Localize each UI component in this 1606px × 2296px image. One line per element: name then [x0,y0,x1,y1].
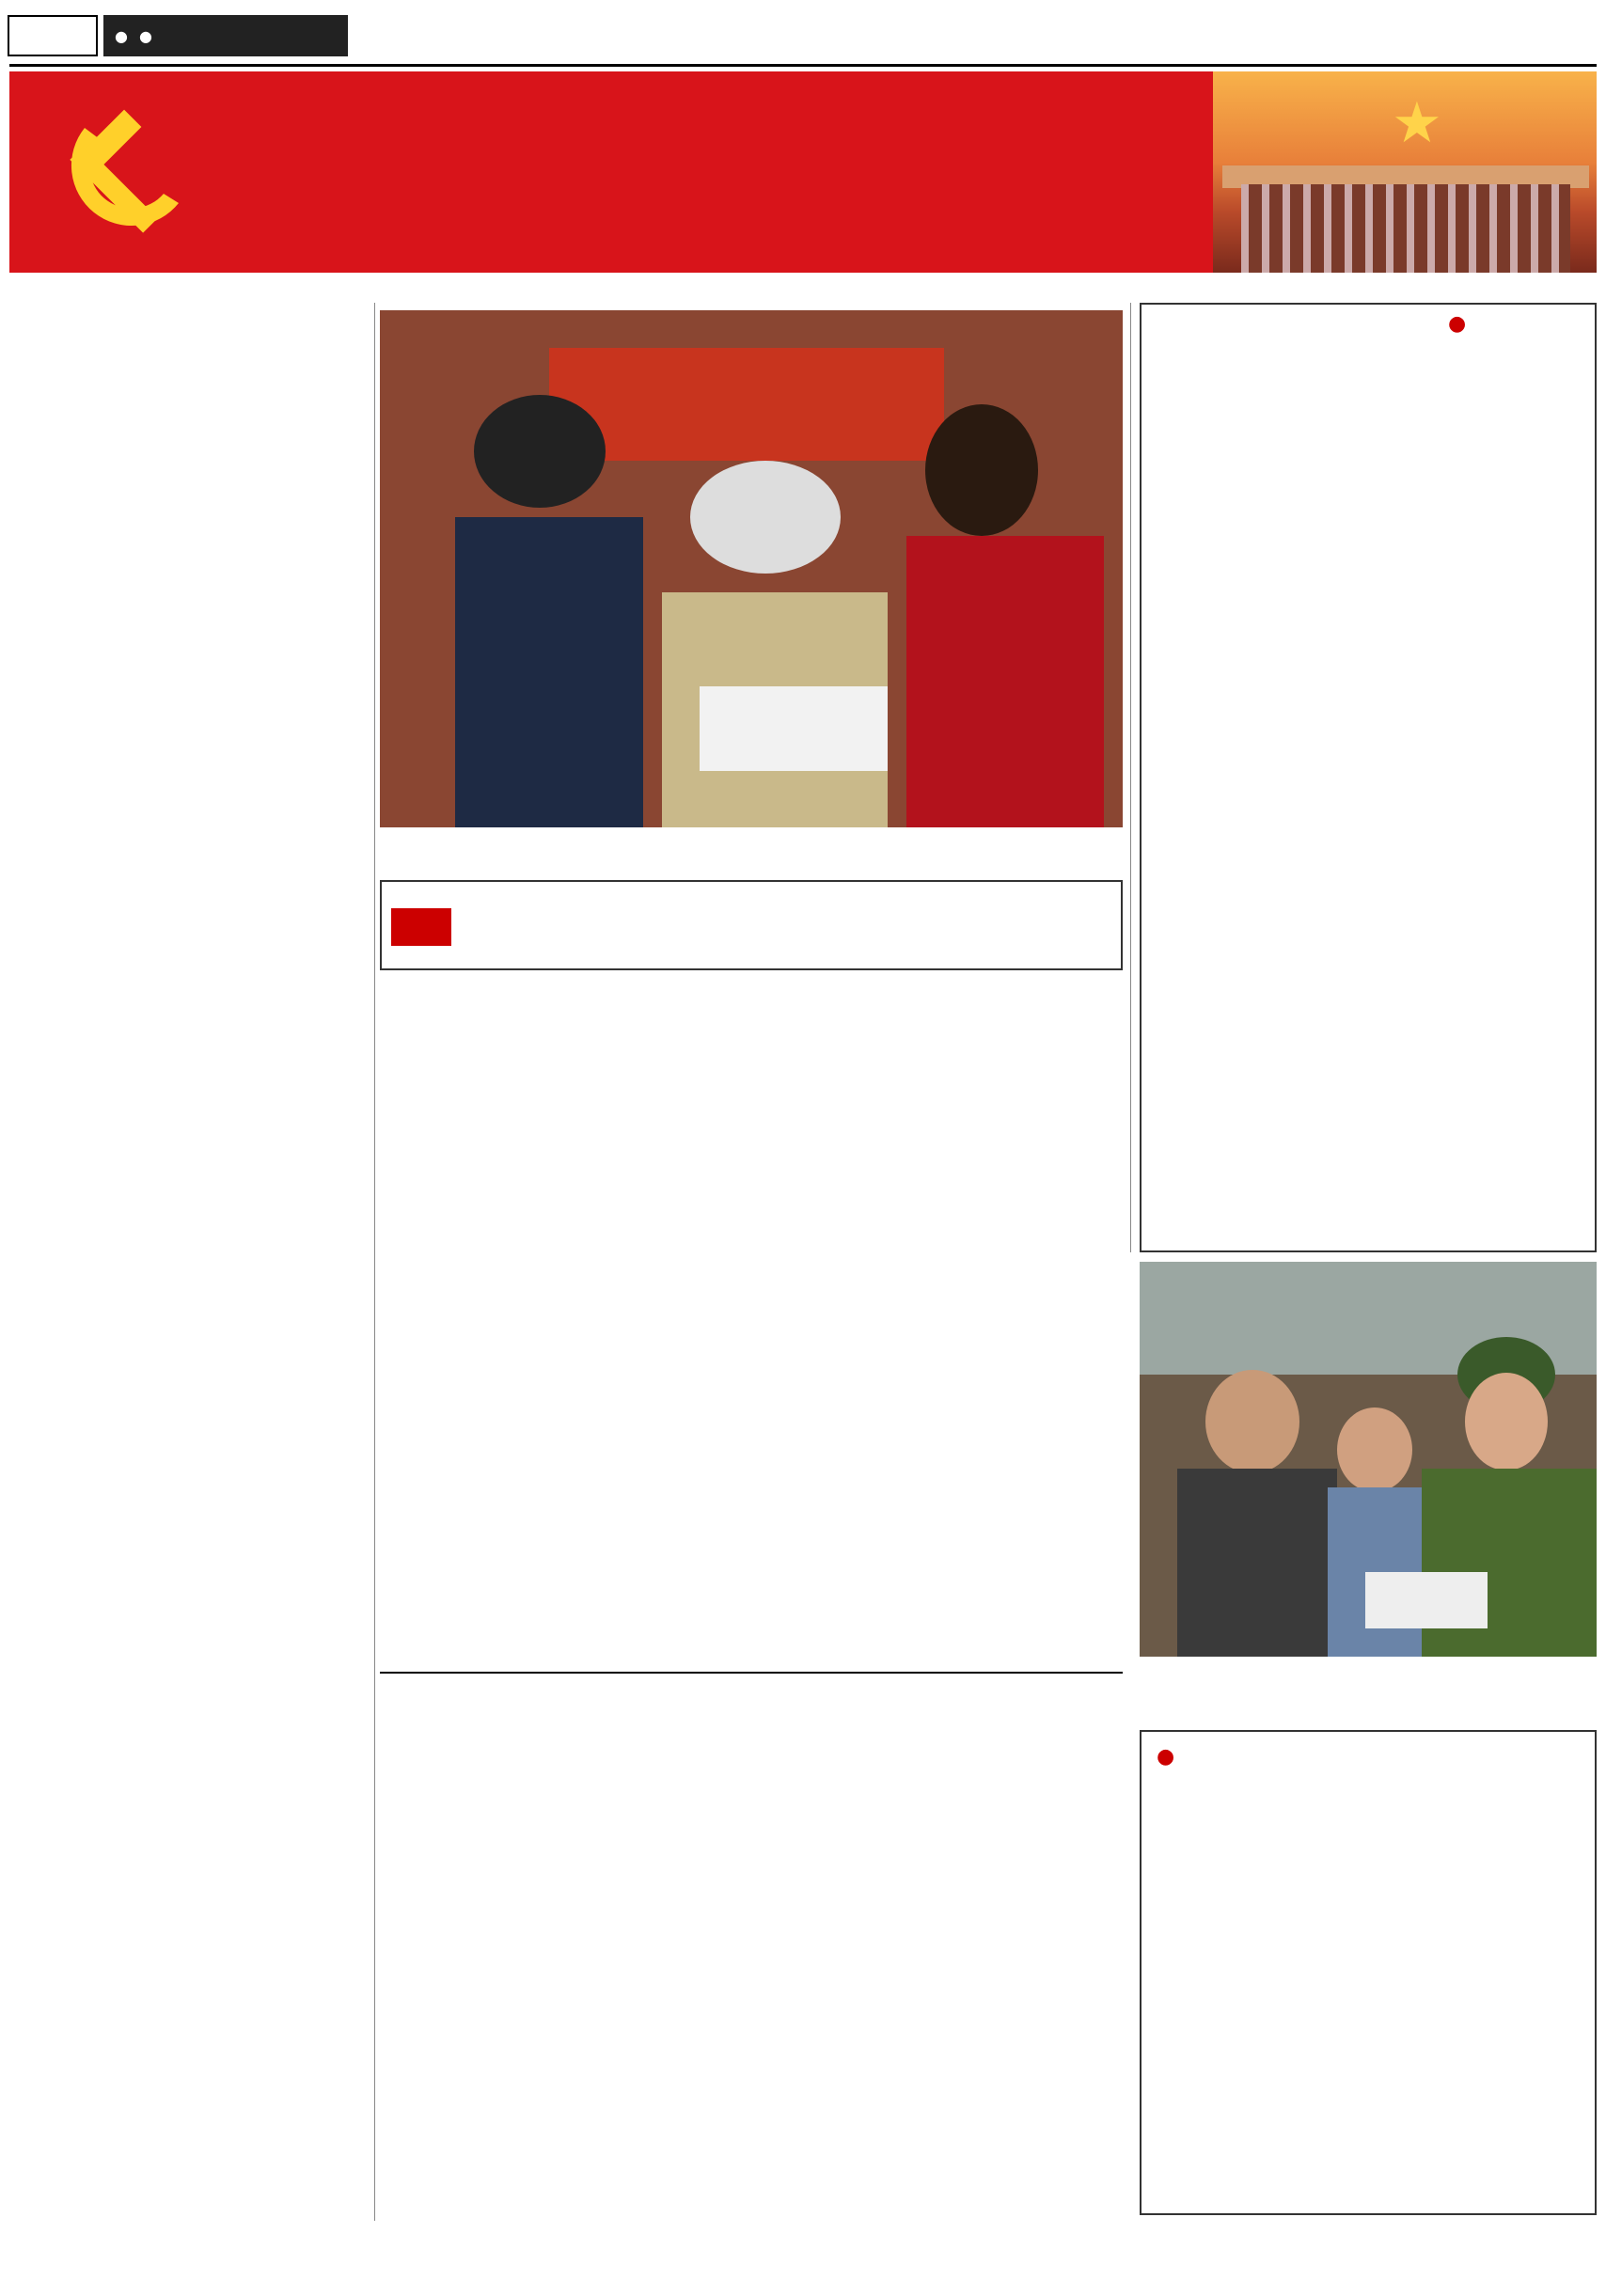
delegates-photo-caption [380,833,1123,871]
delegates-photo [380,310,1123,827]
art2-column-1 [380,1681,617,2185]
scene-column-2 [1373,1882,1587,2206]
section-label [103,15,348,56]
hammer-sickle-icon [47,100,197,250]
border-guards-photo-art [1140,1262,1597,1657]
opinion-body [1158,312,1442,1190]
special-issue-banner [9,71,1597,273]
talk-tag [391,908,451,946]
opinion-tag [1448,312,1466,336]
talk-header-box [380,880,1123,970]
art2-column-2 [624,1777,871,2185]
scene-box [1140,1730,1597,2215]
opinion-box [1140,303,1597,1252]
art1-column-3 [869,1010,1123,1649]
great-hall-image [1213,71,1597,273]
column-divider-right [1130,303,1131,1252]
header-rule [9,64,1597,67]
border-guards-caption [1140,1662,1597,1724]
lead-column-1 [134,310,369,1025]
border-guards-photo [1140,1262,1597,1657]
section-rule [380,1672,1123,1674]
art2-column-3 [878,1777,1123,2157]
page-number [8,15,98,56]
column-divider [374,303,375,2221]
delegates-photo-art [380,310,1123,827]
star-icon: ★ [1392,90,1442,156]
art1-column-2 [624,1076,861,1649]
scene-column-1 [1153,1882,1363,2206]
lead-column-3 [13,2014,369,2217]
scene-tag [1157,1745,1174,1769]
art1-column-1 [380,1076,617,1649]
lead-column-2 [13,1032,369,2010]
